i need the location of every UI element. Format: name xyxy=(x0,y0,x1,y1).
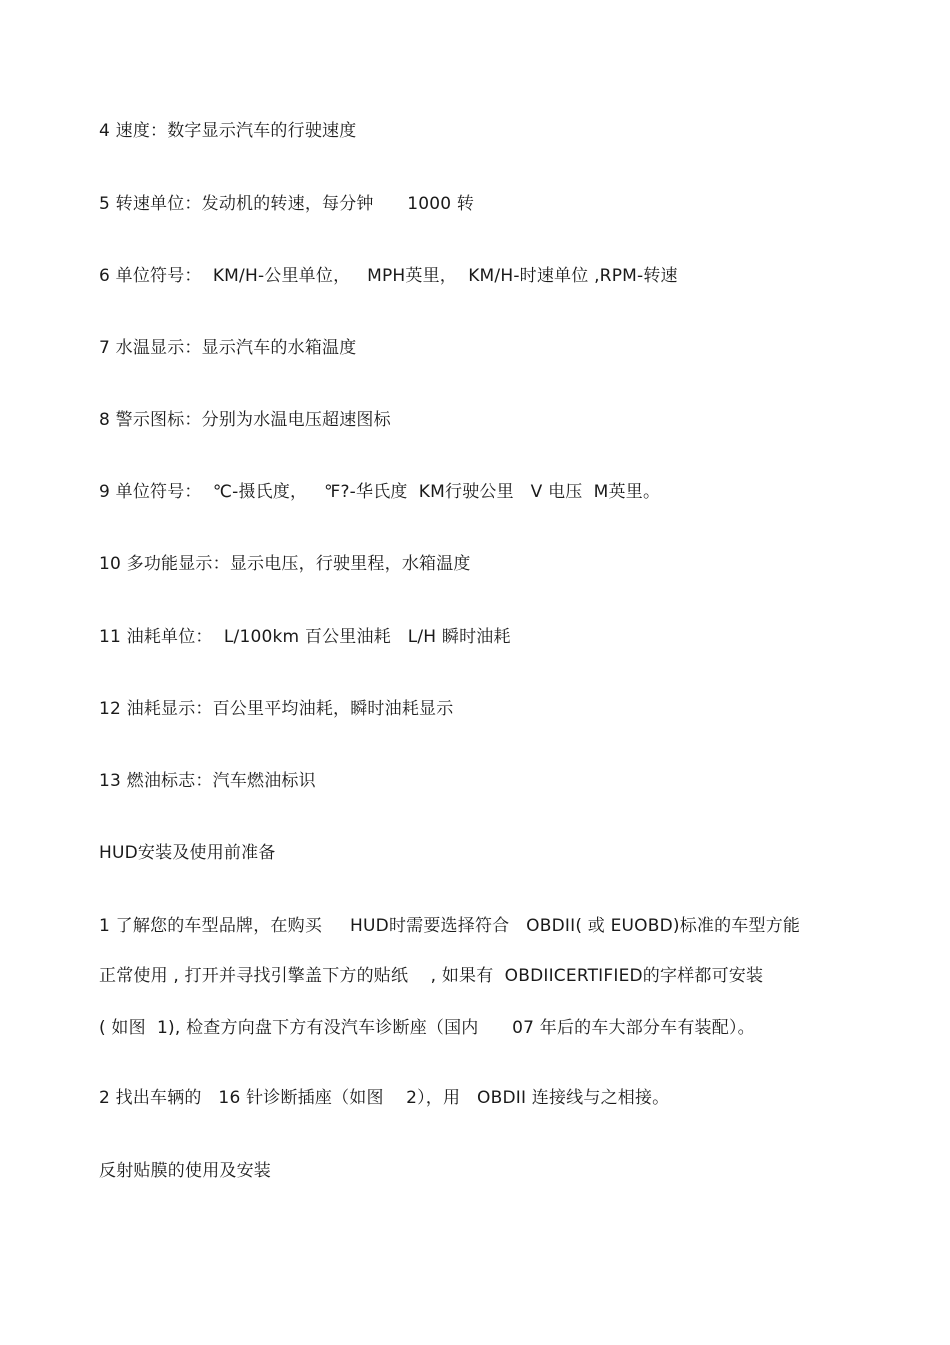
text-line-fuel-unit: 11 油耗单位： L/100km 百公里油耗 L/H 瞬时油耗 xyxy=(99,627,511,647)
text-line-step2: 2 找出车辆的 16 针诊断插座（如图 2），用 OBDII 连接线与之相接。 xyxy=(99,1088,670,1108)
text-line-multifunction: 10 多功能显示：显示电压，行驶里程，水箱温度 xyxy=(99,554,471,574)
text-line-step1-a: 1 了解您的车型品牌，在购买 HUD时需要选择符合 OBDII( 或 EUOBD)标准的车型方能 xyxy=(99,916,801,936)
text-line-warning-icons: 8 警示图标：分别为水温电压超速图标 xyxy=(99,410,391,430)
text-line-fuel-icon: 13 燃油标志：汽车燃油标识 xyxy=(99,771,316,791)
text-line-rpm-unit: 5 转速单位：发动机的转速，每分钟 1000 转 xyxy=(99,194,475,214)
text-line-speed: 4 速度：数字显示汽车的行驶速度 xyxy=(99,121,357,141)
text-line-unit-symbols: 6 单位符号： KM/H-公里单位， MPH英里， KM/H-时速单位 ,RPM-转速 xyxy=(99,266,678,286)
text-line-step1-b: 正常使用 , 打开并寻找引擎盖下方的贴纸 , 如果有 OBDIICERTIFIED的字样都可安装 xyxy=(99,966,764,986)
text-line-unit-symbols-2: 9 单位符号： ℃-摄氏度， ℉?-华氏度 KM行驶公里 V 电压 M英里。 xyxy=(99,482,661,502)
text-line-fuel-display: 12 油耗显示：百公里平均油耗，瞬时油耗显示 xyxy=(99,699,454,719)
section-heading-hud-install: HUD安装及使用前准备 xyxy=(99,843,276,863)
section-heading-film: 反射贴膜的使用及安装 xyxy=(99,1161,271,1181)
text-line-water-temp: 7 水温显示：显示汽车的水箱温度 xyxy=(99,338,357,358)
text-line-step1-c: ( 如图 1), 检查方向盘下方有没汽车诊断座（国内 07 年后的车大部分车有装配）。 xyxy=(99,1018,755,1038)
